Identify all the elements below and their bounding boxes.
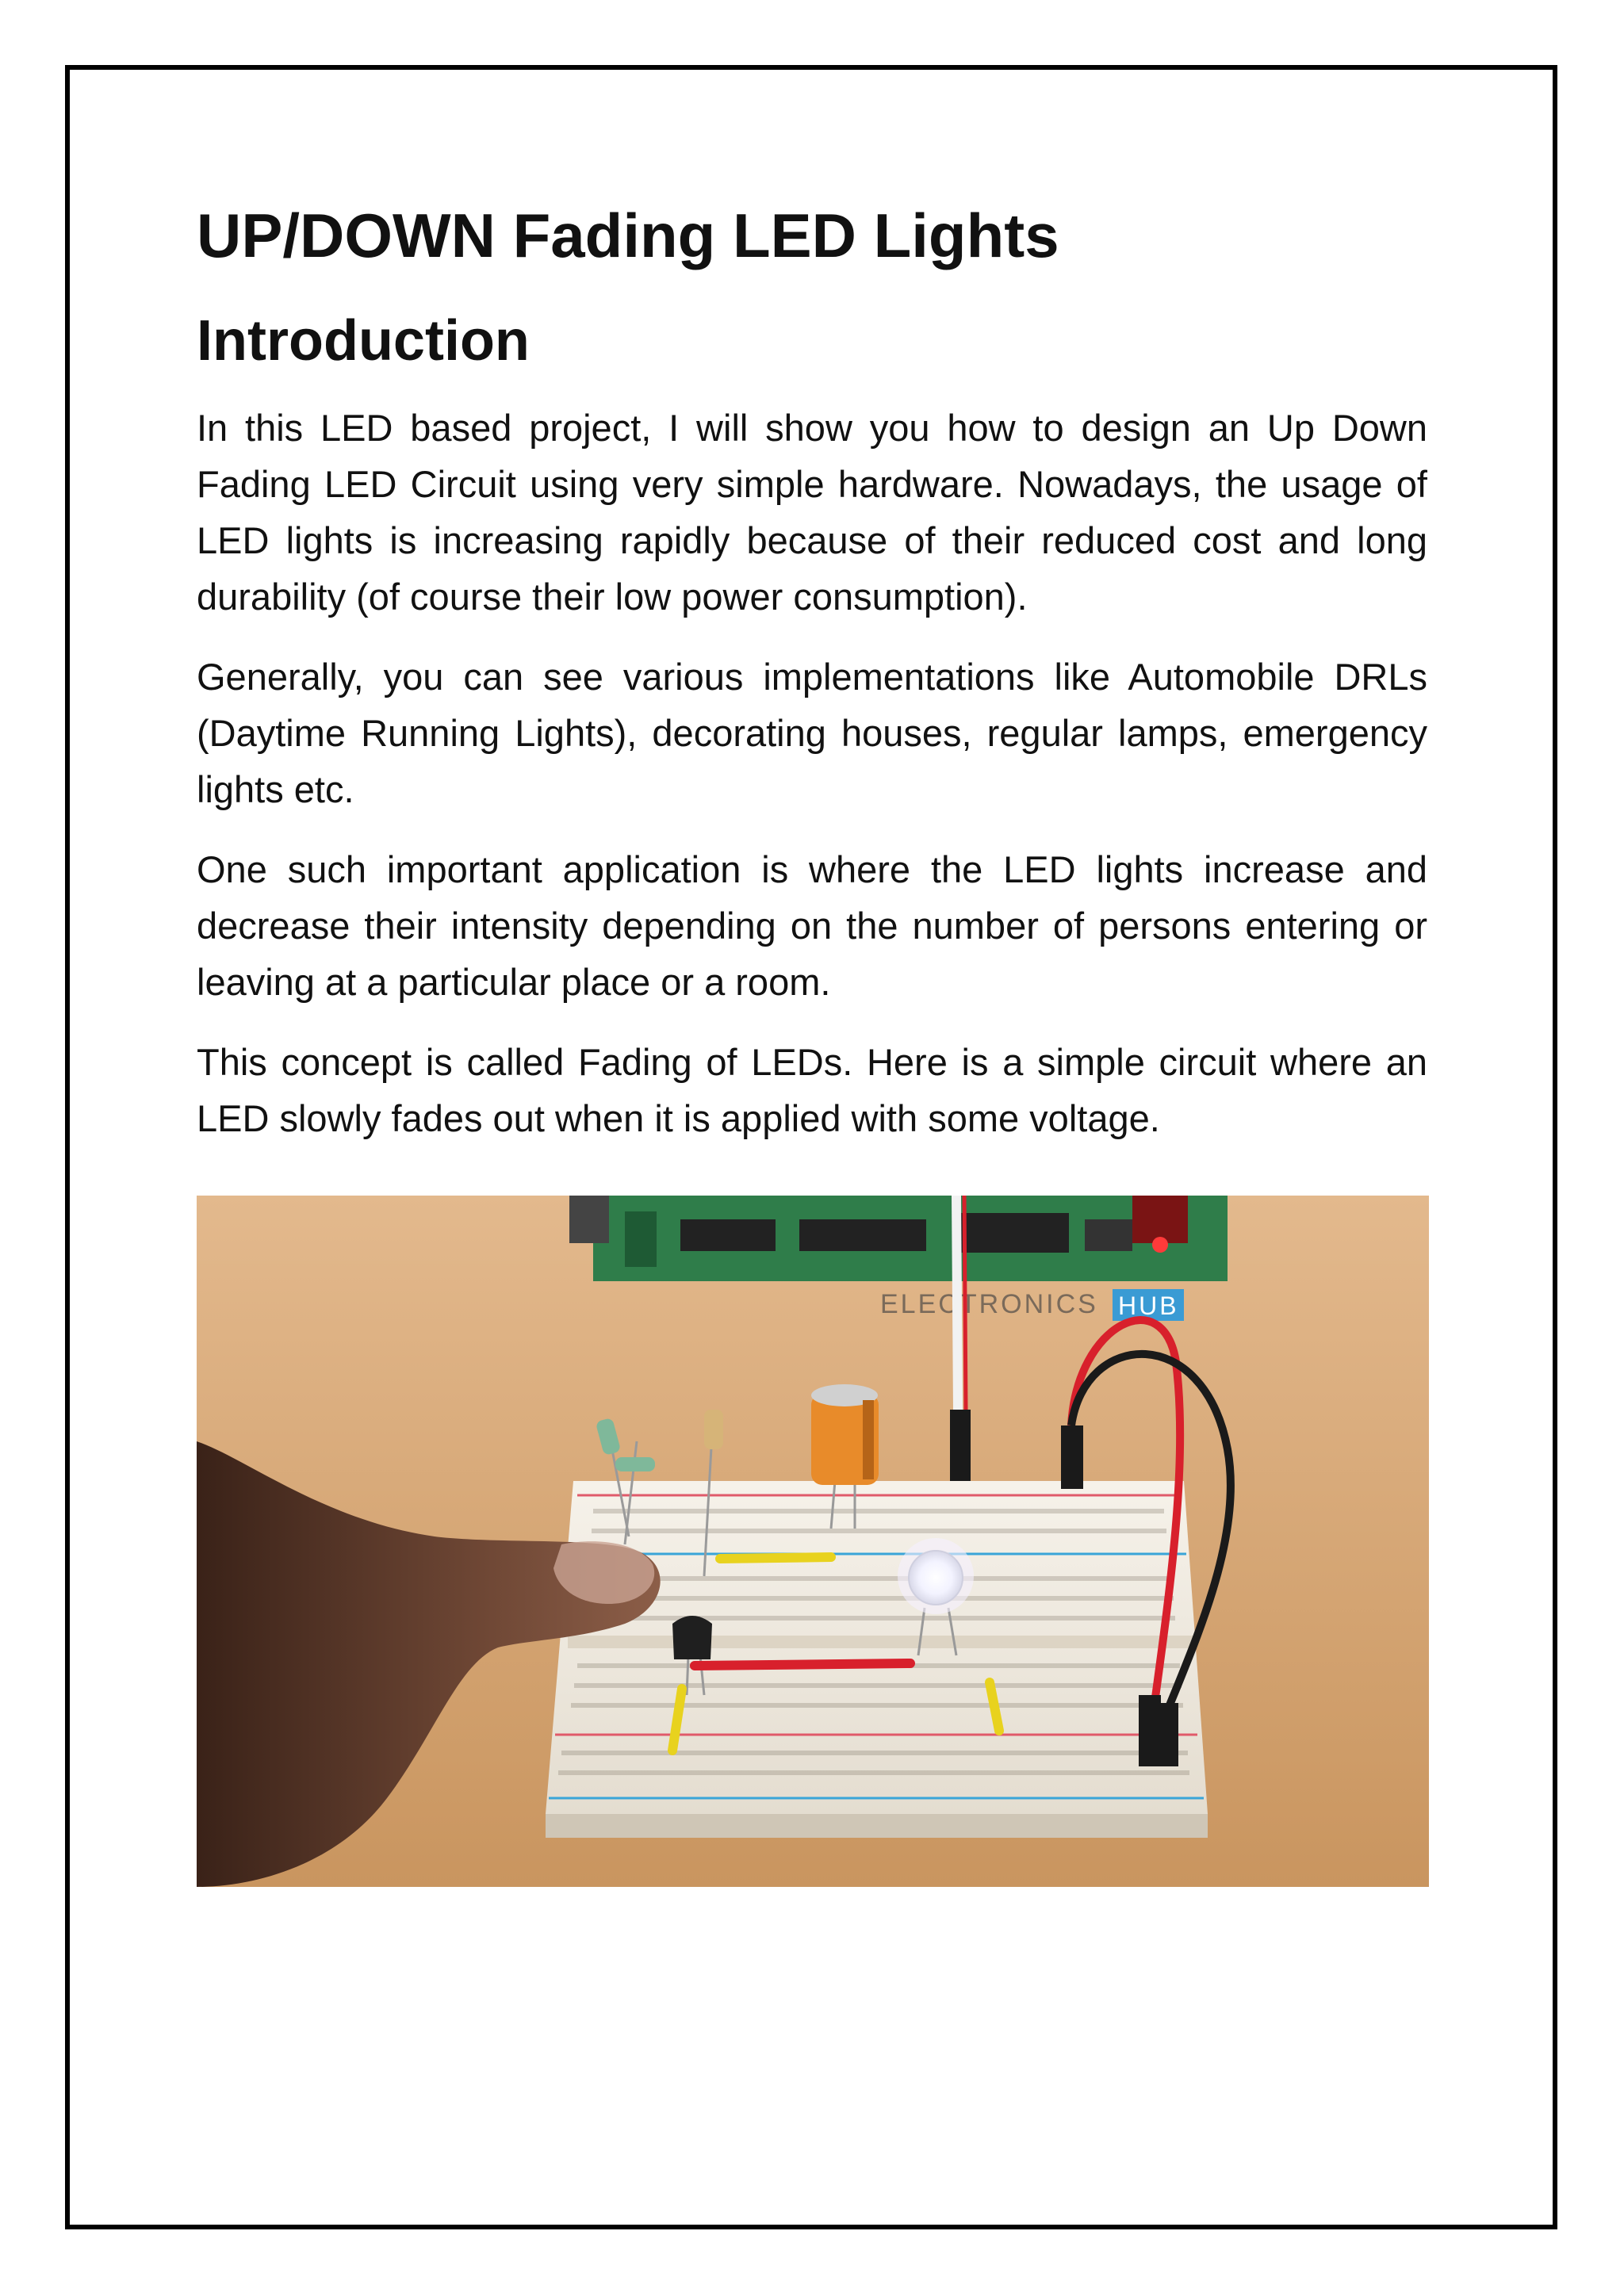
yellow-wire-top [720,1557,831,1559]
pcb-board [569,1196,1228,1281]
watermark-prefix: ELECTRONICS [880,1289,1098,1319]
red-wire-middle [695,1663,910,1666]
page-title: UP/DOWN Fading LED Lights [197,201,1059,270]
paragraph-4: This concept is called Fading of LEDs. Here is a simple circuit where an LED slowly fades out when it is applied with some voltage. [197,1041,1427,1139]
circuit-photo [197,1196,1429,1887]
paragraph-2: Generally, you can see various implementations like Automobile DRLs (Daytime Running Lights), decorating houses, regular lamps, emergency lights etc. [197,656,1427,810]
section-heading: Introduction [197,309,530,373]
paragraph-1: In this LED based project, I will show you how to design an Up Down Fading LED Circuit using very simple hardware. Nowadays, the usage of LED lights is increasing rapidly because of their reduced cost and long durability (of course their low power consumption). [197,407,1427,618]
document-content [197,198,1427,1170]
watermark-suffix: HUB [1118,1292,1179,1320]
paragraph-3: One such important application is where the LED lights increase and decrease their intensity depending on the number of persons entering or leaving at a particular place or a room. [197,848,1427,1003]
